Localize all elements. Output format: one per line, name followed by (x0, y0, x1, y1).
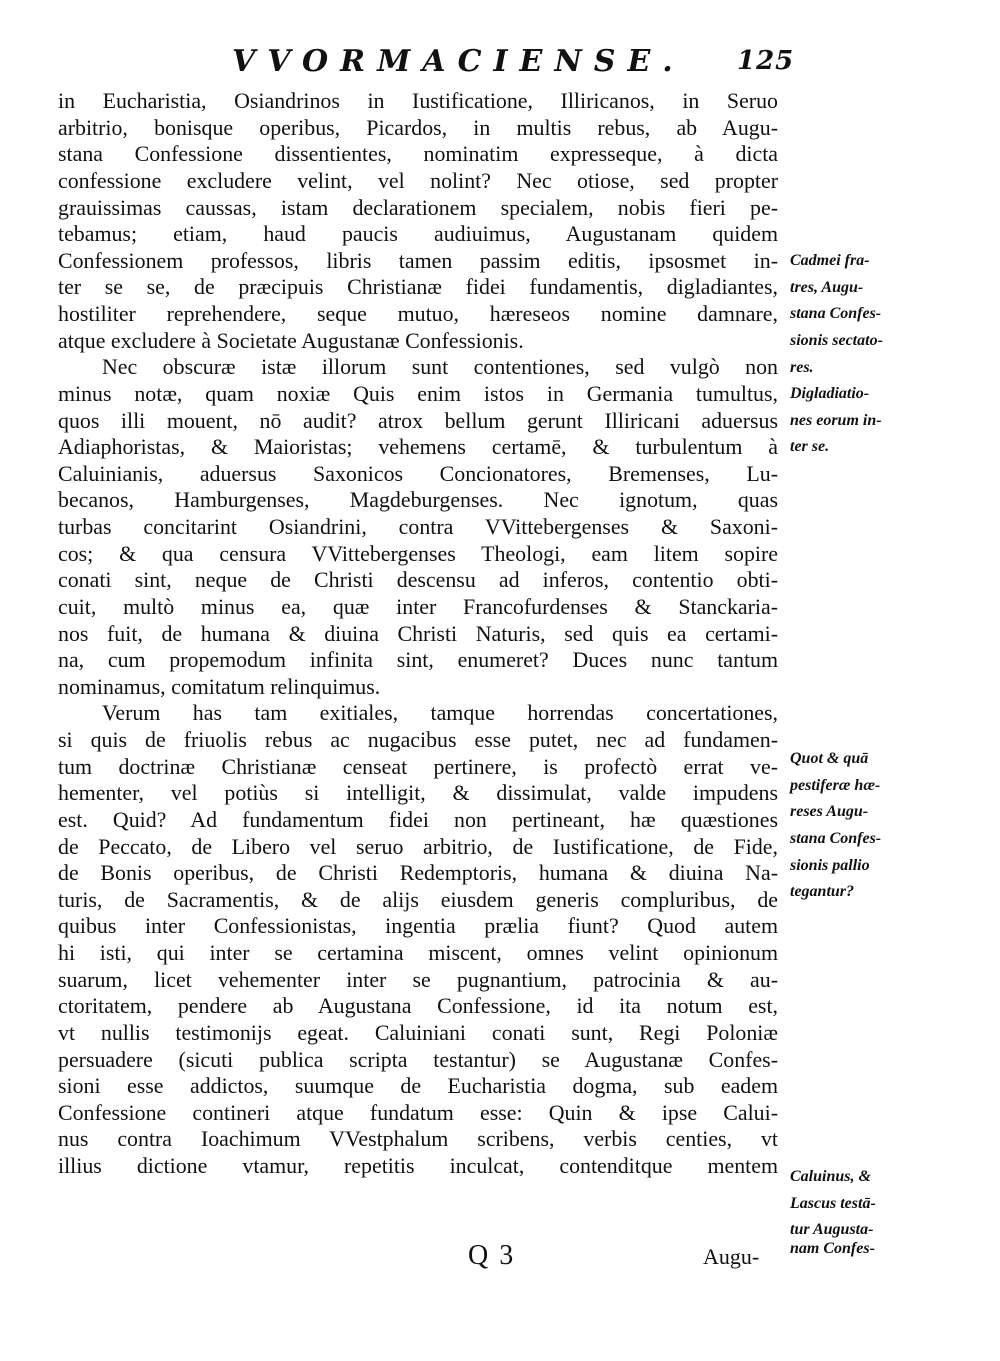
text-line: becanos, Hamburgenses, Magdeburgenses. Nec ignotum, quas (58, 487, 778, 513)
text-line: ter se se, de præcipuis Christianæ fidei fundamentis, digladiantes, (58, 274, 778, 300)
signature-mark: Q 3 (468, 1240, 516, 1271)
text-line: in Eucharistia, Osiandrinos in Iustificatione, Illiricanos, in Seruo (58, 88, 778, 113)
note-line: sionis pallio (790, 856, 870, 874)
note-line: Cadmei fra- (790, 252, 870, 269)
text-line: turbas concitarint Osiandrini, contra VVittebergenses & Saxoni- (58, 514, 778, 539)
note-line: Caluinus, & (790, 1168, 871, 1185)
text-line: Caluinianis, aduersus Saxonicos Concionatores, Bremenses, Lu- (58, 460, 778, 486)
text-line: grauissimas caussas, istam declarationem specialem, nobis fieri pe- (58, 194, 778, 220)
text-line: si quis de friuolis rebus ac nugacibus esse putet, nec ad fundamen- (58, 727, 778, 752)
paragraph (58, 88, 778, 354)
text-line: de Bonis operibus, de Christi Redemptoris, humana & diuina Na- (58, 860, 778, 886)
note-line: Quot & quā (790, 750, 869, 767)
paragraph (58, 354, 778, 700)
paragraph (58, 700, 778, 1179)
page-footer (0, 1240, 1000, 1280)
marginal-note (790, 1164, 930, 1244)
text-line: Verum has tam exitiales, tamque horrendas concertationes, (102, 700, 778, 726)
note-line: nam Confes- (790, 1240, 875, 1257)
marginal-note (790, 248, 930, 381)
text-line: cos; & qua censura VVittebergenses Theologi, eam litem sopire (58, 540, 778, 566)
text-line: tebamus; etiam, haud paucis audiuimus, Augustanam quidem (58, 221, 778, 247)
text-line: ctoritatem, pendere ab Augustana Confessione, id ita notum est, (58, 993, 778, 1019)
text-line: hi isti, qui inter se certamina miscent, omnes velint opinionum (58, 940, 778, 965)
text-line: de Peccato, de Libero vel seruo arbitrio, de Iustificatione, de Fide, (58, 833, 778, 859)
note-line: stana Confes- (790, 305, 882, 323)
note-line: tur Augusta- (790, 1221, 874, 1239)
text-line: nus contra Ioachimum VVestphalum scribens, verbis centies, vt (58, 1126, 778, 1152)
page-header (0, 44, 1000, 84)
text-line: cuit, multò minus ea, quæ inter Francofurdenses & Stanckaria- (58, 593, 778, 619)
text-line: na, cum propemodum infinita sint, enumeret? Duces nunc tantum (58, 647, 778, 673)
note-line: pestiferæ hæ- (790, 776, 881, 794)
text-line: hementer, vel potiùs si intelligit, & dissimulat, valde impudens (58, 780, 778, 806)
text-line: hostiliter reprehendere, seque mutuo, hæreseos nomine damnare, (58, 301, 778, 326)
note-line: stana Confes- (790, 829, 882, 847)
text-line: conati sint, neque de Christi descensu ad inferos, contentio obti- (58, 567, 778, 593)
text-line: atque excludere à Societate Augustanæ Confessionis. (58, 327, 524, 353)
page-number: 125 (737, 46, 795, 76)
text-line: Nec obscuræ istæ illorum sunt contentiones, sed vulgò non (102, 354, 778, 380)
text-line: quibus inter Confessionistas, ingentia prælia fiunt? Quod autem (58, 913, 778, 939)
text-line: nos fuit, de humana & diuina Christi Naturis, sed quis ea certami- (58, 620, 778, 646)
text-line: nominamus, comitatum relinquimus. (58, 673, 381, 699)
text-line: persuadere (sicuti publica scripta testantur) se Augustanæ Confes- (58, 1046, 778, 1072)
main-text-block (58, 88, 778, 1180)
marginal-note (790, 381, 930, 461)
note-line: nes eorum in- (790, 411, 882, 429)
text-line: arbitrio, bonisque operibus, Picardos, in multis rebus, ab Augu- (58, 114, 778, 140)
text-line: quos illi mouent, nō audit? atrox bellum gerunt Illiricani aduersus (58, 407, 778, 433)
note-line: tegantur? (790, 883, 855, 901)
running-title: VVORMACIENSE. (232, 44, 685, 79)
text-line: tum doctrinæ Christianæ censeat pertinere, is profectò errat ve- (58, 753, 778, 779)
text-line: minus notæ, quam noxiæ Quis enim istos in Germania tumultus, (58, 380, 778, 406)
note-line: ter se. (790, 438, 830, 456)
text-line: illius dictione vtamur, repetitis inculcat, contenditque mentem (58, 1153, 778, 1178)
note-line: res. (790, 358, 814, 376)
note-line: Lascus testā- (790, 1194, 876, 1212)
text-line: suarum, licet vehementer inter se pugnantium, patrocinia & au- (58, 966, 778, 992)
note-line: Digladiatio- (790, 385, 870, 402)
text-line: turis, de Sacramentis, & de alijs eiusdem generis compluribus, de (58, 886, 778, 912)
text-line: Confessione contineri atque fundatum esse: Quin & ipse Calui- (58, 1099, 778, 1125)
text-line: Confessionem professos, libris tamen passim editis, ipsosmet in- (58, 247, 778, 273)
marginal-note (790, 746, 930, 906)
note-line: tres, Augu- (790, 278, 864, 296)
catchword: Augu- (703, 1244, 760, 1269)
text-line: confessione excludere velint, vel nolint? Nec otiose, sed propter (58, 167, 778, 193)
text-line: vt nullis testimonijs egeat. Caluiniani conati sunt, Regi Poloniæ (58, 1019, 778, 1045)
text-line: sioni esse addictos, suumque de Eucharistia dogma, sub eadem (58, 1073, 778, 1099)
text-line: stana Confessione dissentientes, nominatim expresseque, à dicta (58, 141, 778, 167)
note-line: reses Augu- (790, 803, 869, 821)
text-line: est. Quid? Ad fundamentum fidei non pertineant, hæ quæstiones (58, 806, 778, 832)
text-line: Adiaphoristas, & Maioristas; vehemens certamē, & turbulentum à (58, 434, 778, 460)
note-line: sionis sectato- (790, 331, 883, 349)
